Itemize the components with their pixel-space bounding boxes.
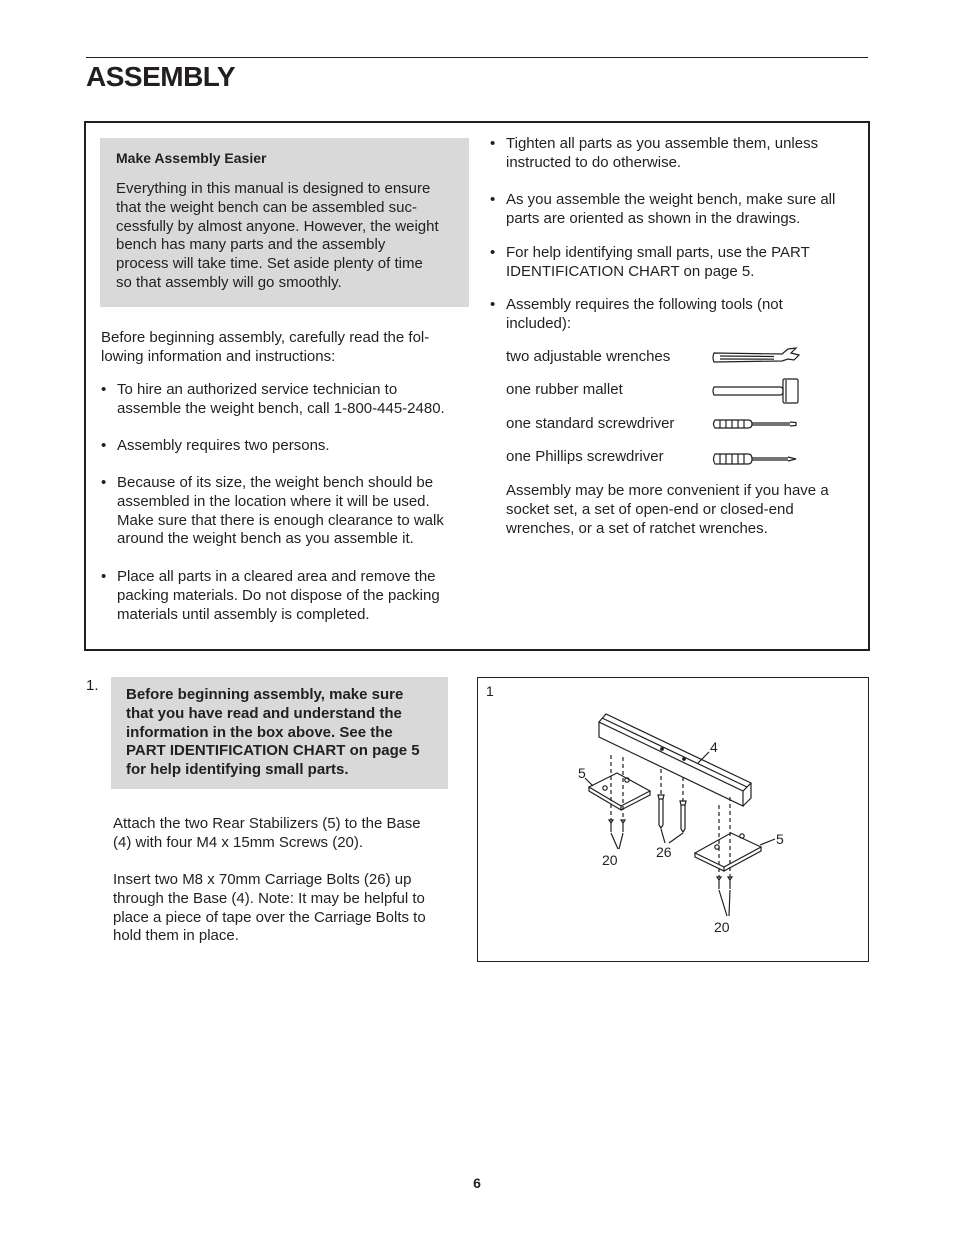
- callout-stabilizer-right: 5: [776, 831, 784, 847]
- step1-para2: Insert two M8 x 70mm Carriage Bolts (26) up through the Base (4). Note: It may be helpful to place a piece of tape over the Carriage Bolts to hold them in place.: [113, 871, 426, 945]
- callout-bolts: 26: [656, 844, 672, 860]
- tool-label-standard-screwdriver: one standard screwdriver: [506, 415, 675, 432]
- left-stabilizer: [589, 773, 650, 810]
- screw: [728, 877, 732, 889]
- adjustable-wrench-icon: [712, 345, 802, 371]
- tool-label-phillips-screwdriver: one Phillips screwdriver: [506, 448, 664, 465]
- figure-number: 1: [486, 683, 494, 699]
- bullet-dot: •: [490, 244, 496, 261]
- tool-label-wrenches: two adjustable wrenches: [506, 348, 671, 365]
- figure1-diagram: [477, 677, 869, 962]
- carriage-bolt: [658, 795, 664, 828]
- right-bullet-3: For help identifying small parts, use the PART IDENTIFICATION CHART on page 5.: [506, 244, 810, 280]
- carriage-bolt: [680, 801, 686, 832]
- rubber-mallet-icon: [712, 376, 802, 406]
- tool-label-mallet: one rubber mallet: [506, 381, 623, 398]
- step-number: 1.: [86, 677, 99, 694]
- callout-stabilizer-left: 5: [578, 765, 586, 781]
- screw: [621, 820, 625, 832]
- left-bullet-2: Assembly requires two persons.: [117, 437, 330, 454]
- right-bullet-4: Assembly requires the following tools (not included):: [506, 296, 783, 332]
- bullet-dot: •: [490, 191, 496, 208]
- right-bullet-2: As you assemble the weight bench, make sure all parts are oriented as shown in the drawings.: [506, 191, 836, 227]
- make-assembly-easier-text: Everything in this manual is designed to ensure that the weight bench can be assembled suc- cessfully by almost anyone. However, the weight bench has many parts and the assembly process will take time. Set aside plenty of time so that assembly will go smoothly.: [116, 180, 439, 291]
- page-number: 6: [473, 1175, 481, 1191]
- callout-base: 4: [710, 739, 718, 755]
- bullet-dot: •: [490, 296, 496, 313]
- screw: [717, 877, 721, 889]
- step1-para1: Attach the two Rear Stabilizers (5) to the Base (4) with four M4 x 15mm Screws (20).: [113, 815, 421, 851]
- make-assembly-easier-title: Make Assembly Easier: [116, 150, 267, 166]
- page-title: ASSEMBLY: [86, 61, 236, 92]
- right-bullet-1: Tighten all parts as you assemble them, unless instructed to do otherwise.: [506, 135, 819, 171]
- standard-screwdriver-icon: [712, 414, 802, 434]
- phillips-screwdriver-icon: [712, 448, 802, 470]
- screw: [609, 820, 613, 832]
- callout-screws-right: 20: [714, 919, 730, 935]
- convenience-text: Assembly may be more convenient if you have a socket set, a set of open-end or closed-end wrenches, or a set of ratchet wrenches.: [506, 482, 829, 537]
- step1-note: Before beginning assembly, make sure that you have read and understand the information in the box above. See the PART IDENTIFICATION CHART on page 5 for help identifying small parts.: [126, 686, 420, 779]
- left-bullet-3: Because of its size, the weight bench should be assembled in the location where it will be used. Make sure that there is enough clearance to walk around the weight bench as you assemble it.: [117, 474, 444, 548]
- base-tube: [599, 714, 751, 806]
- bullet-dot: •: [101, 381, 107, 398]
- bullet-dot: •: [490, 135, 496, 152]
- callout-screws-left: 20: [602, 852, 618, 868]
- left-bullet-4: Place all parts in a cleared area and remove the packing materials. Do not dispose of the packing materials until assembly is completed.: [117, 568, 440, 623]
- top-rule: [86, 57, 868, 58]
- bullet-dot: •: [101, 568, 107, 585]
- before-text: Before beginning assembly, carefully read the fol- lowing information and instructions:: [101, 329, 430, 365]
- bullet-dot: •: [101, 437, 107, 454]
- bullet-dot: •: [101, 474, 107, 491]
- right-stabilizer: [695, 833, 761, 871]
- left-bullet-1: To hire an authorized service technician to assemble the weight bench, call 1-800-445-2480.: [117, 381, 445, 417]
